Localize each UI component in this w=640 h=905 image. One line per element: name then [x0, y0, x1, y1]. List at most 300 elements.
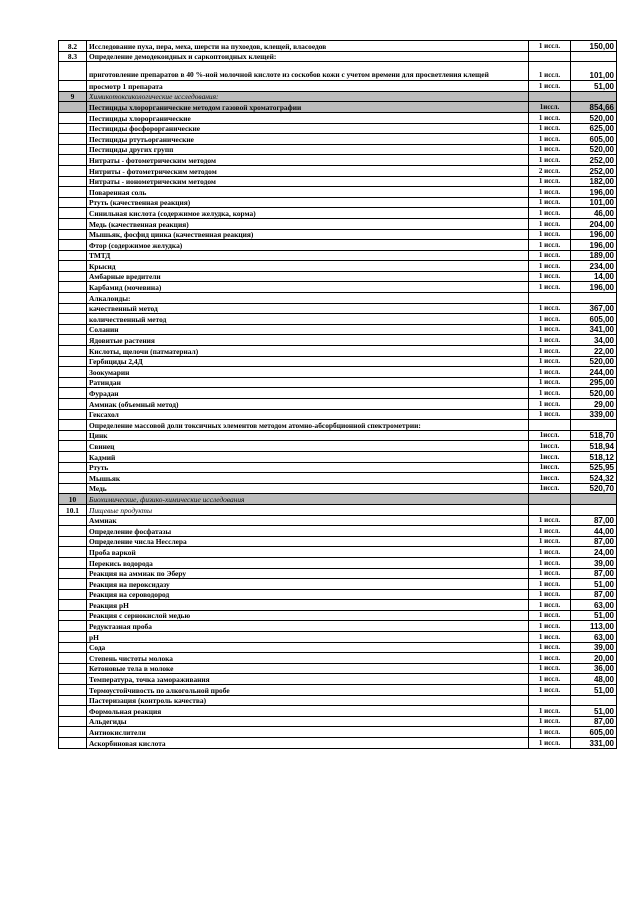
price-cell: 854,66 — [571, 102, 617, 113]
item-number-cell — [59, 473, 87, 484]
table-row — [59, 112, 617, 123]
item-number-cell — [59, 547, 87, 558]
item-number-cell — [59, 377, 87, 388]
item-name-cell: Нитриты - фотометрическим методом — [87, 165, 529, 176]
price-cell — [571, 420, 617, 431]
table-row — [59, 155, 617, 166]
item-number-cell — [59, 515, 87, 526]
table-row — [59, 632, 617, 643]
item-number-cell — [59, 176, 87, 187]
item-number-cell — [59, 81, 87, 92]
unit-cell: 1 иссл. — [529, 515, 571, 526]
unit-cell: 1 иссл. — [529, 653, 571, 664]
item-name-cell: Антиокислители — [87, 727, 529, 738]
item-name-cell: приготовление препаратов в 40 %-ной молочной кислоте из соскобов кожи с учетом времени для просветления клещей — [87, 62, 529, 81]
table-row — [59, 62, 617, 81]
unit-cell: 1 иссл. — [529, 621, 571, 632]
item-number-cell — [59, 324, 87, 335]
item-number-cell — [59, 303, 87, 314]
item-name-cell: Пестициды хлорорганические — [87, 112, 529, 123]
price-cell: 331,00 — [571, 738, 617, 749]
unit-cell: 1иссл. — [529, 451, 571, 462]
item-name-cell: рН — [87, 632, 529, 643]
price-cell: 39,00 — [571, 557, 617, 568]
unit-cell: 1 иссл. — [529, 176, 571, 187]
unit-cell: 1 иссл. — [529, 674, 571, 685]
item-number-cell — [59, 112, 87, 123]
price-cell: 34,00 — [571, 335, 617, 346]
item-number-cell — [59, 462, 87, 473]
item-number-cell: 8.3 — [59, 51, 87, 62]
unit-cell: 1 иссл. — [529, 632, 571, 643]
unit-cell: 1 иссл. — [529, 324, 571, 335]
price-cell: 244,00 — [571, 367, 617, 378]
item-number-cell — [59, 706, 87, 717]
item-number-cell — [59, 335, 87, 346]
table-row — [59, 738, 617, 749]
unit-cell: 1 иссл. — [529, 41, 571, 52]
unit-cell: 1 иссл. — [529, 229, 571, 240]
unit-cell: 1 иссл. — [529, 706, 571, 717]
table-row — [59, 91, 617, 102]
item-number-cell — [59, 229, 87, 240]
price-cell: 518,70 — [571, 430, 617, 441]
table-row — [59, 303, 617, 314]
price-cell — [571, 91, 617, 102]
table-row — [59, 165, 617, 176]
unit-cell: 1 иссл. — [529, 642, 571, 653]
unit-cell: 1 иссл. — [529, 303, 571, 314]
table-row — [59, 473, 617, 484]
table-row — [59, 51, 617, 62]
item-number-cell: 10.1 — [59, 504, 87, 515]
table-row — [59, 324, 617, 335]
item-number-cell — [59, 240, 87, 251]
price-cell: 518,12 — [571, 451, 617, 462]
unit-cell — [529, 504, 571, 515]
table-row — [59, 685, 617, 696]
table-row — [59, 526, 617, 537]
item-name-cell: Крысид — [87, 261, 529, 272]
price-cell: 51,00 — [571, 685, 617, 696]
price-cell: 87,00 — [571, 589, 617, 600]
unit-cell — [529, 420, 571, 431]
item-name-cell: Свинец — [87, 441, 529, 452]
price-cell: 520,00 — [571, 112, 617, 123]
item-number-cell — [59, 441, 87, 452]
table-row — [59, 642, 617, 653]
unit-cell: 1 иссл. — [529, 335, 571, 346]
item-name-cell: Температура, точка замораживания — [87, 674, 529, 685]
table-row — [59, 568, 617, 579]
item-name-cell: Нитраты - ионометрическим методом — [87, 176, 529, 187]
unit-cell: 1 иссл. — [529, 663, 571, 674]
price-cell: 48,00 — [571, 674, 617, 685]
price-cell — [571, 51, 617, 62]
price-cell: 20,00 — [571, 653, 617, 664]
item-name-cell: Определение массовой доли токсичных элементов методом атомно-абсорбционной спектрометрии: — [87, 420, 529, 431]
unit-cell: 1иссл. — [529, 441, 571, 452]
item-number-cell — [59, 134, 87, 145]
table-row — [59, 293, 617, 304]
unit-cell: 1 иссл. — [529, 134, 571, 145]
item-number-cell — [59, 218, 87, 229]
item-number-cell: 9 — [59, 91, 87, 102]
item-name-cell: Реакция на пероксидазу — [87, 579, 529, 590]
unit-cell: 1 иссл. — [529, 155, 571, 166]
item-number-cell — [59, 208, 87, 219]
unit-cell: 1 иссл. — [529, 218, 571, 229]
item-number-cell — [59, 579, 87, 590]
table-row — [59, 176, 617, 187]
item-name-cell: Реакция с сернокислой медью — [87, 610, 529, 621]
item-number-cell — [59, 261, 87, 272]
item-number-cell: 10 — [59, 494, 87, 505]
item-name-cell: Формольная реакция — [87, 706, 529, 717]
unit-cell: 1 иссл. — [529, 409, 571, 420]
item-name-cell: Медь — [87, 483, 529, 494]
item-number-cell — [59, 314, 87, 325]
unit-cell: 1иссл. — [529, 473, 571, 484]
price-cell: 51,00 — [571, 610, 617, 621]
table-row — [59, 462, 617, 473]
price-cell: 196,00 — [571, 240, 617, 251]
price-cell: 524,32 — [571, 473, 617, 484]
price-cell: 520,00 — [571, 356, 617, 367]
item-name-cell: Аммиак — [87, 515, 529, 526]
table-row — [59, 420, 617, 431]
item-name-cell: Медь (качественная реакция) — [87, 218, 529, 229]
table-row — [59, 377, 617, 388]
item-name-cell: Цинк — [87, 430, 529, 441]
item-name-cell: Сода — [87, 642, 529, 653]
price-cell: 87,00 — [571, 536, 617, 547]
item-name-cell: Фурадан — [87, 388, 529, 399]
item-number-cell — [59, 367, 87, 378]
price-cell: 14,00 — [571, 271, 617, 282]
unit-cell: 1иссл. — [529, 483, 571, 494]
item-number-cell — [59, 62, 87, 81]
table-row — [59, 187, 617, 198]
item-name-cell: Альдегиды — [87, 716, 529, 727]
table-row — [59, 557, 617, 568]
table-row — [59, 589, 617, 600]
table-row — [59, 653, 617, 664]
item-number-cell — [59, 356, 87, 367]
item-name-cell: Исследование пуха, пера, меха, шерсти на пухоедов, клещей, власоедов — [87, 41, 529, 52]
price-cell: 24,00 — [571, 547, 617, 558]
item-number-cell — [59, 621, 87, 632]
unit-cell: 1 иссл. — [529, 727, 571, 738]
item-name-cell: Карбамид (мочевина) — [87, 282, 529, 293]
table-row — [59, 356, 617, 367]
unit-cell: 1 иссл. — [529, 250, 571, 261]
item-name-cell: Аммиак (объемный метод) — [87, 399, 529, 410]
price-cell: 87,00 — [571, 568, 617, 579]
price-cell: 196,00 — [571, 229, 617, 240]
table-row — [59, 695, 617, 706]
price-cell: 605,00 — [571, 314, 617, 325]
item-number-cell — [59, 557, 87, 568]
item-number-cell — [59, 610, 87, 621]
unit-cell: 1иссл. — [529, 430, 571, 441]
unit-cell: 1иссл. — [529, 462, 571, 473]
price-cell: 182,00 — [571, 176, 617, 187]
price-cell: 29,00 — [571, 399, 617, 410]
unit-cell: 1 иссл. — [529, 144, 571, 155]
table-row — [59, 536, 617, 547]
table-row — [59, 441, 617, 452]
unit-cell: 1 иссл. — [529, 240, 571, 251]
item-number-cell — [59, 409, 87, 420]
item-name-cell: Аскорбиновая кислота — [87, 738, 529, 749]
item-name-cell: Поваренная соль — [87, 187, 529, 198]
unit-cell: 1 иссл. — [529, 81, 571, 92]
item-number-cell — [59, 685, 87, 696]
item-name-cell: Ртуть — [87, 462, 529, 473]
unit-cell — [529, 695, 571, 706]
item-name-cell: Реакция рН — [87, 600, 529, 611]
item-number-cell — [59, 388, 87, 399]
item-name-cell: Мышьяк, фосфид цинка (качественная реакция) — [87, 229, 529, 240]
item-number-cell: 8.2 — [59, 41, 87, 52]
item-number-cell — [59, 674, 87, 685]
price-cell: 189,00 — [571, 250, 617, 261]
price-cell: 204,00 — [571, 218, 617, 229]
price-cell: 339,00 — [571, 409, 617, 420]
unit-cell: 1 иссл. — [529, 187, 571, 198]
item-name-cell: Термоустойчивость по алкогольной пробе — [87, 685, 529, 696]
price-cell: 36,00 — [571, 663, 617, 674]
unit-cell: 1 иссл. — [529, 589, 571, 600]
price-cell: 44,00 — [571, 526, 617, 537]
item-name-cell: Определение фосфатазы — [87, 526, 529, 537]
table-row — [59, 208, 617, 219]
price-cell — [571, 293, 617, 304]
price-cell: 39,00 — [571, 642, 617, 653]
price-cell: 101,00 — [571, 62, 617, 81]
unit-cell: 1 иссл. — [529, 377, 571, 388]
table-row — [59, 663, 617, 674]
item-number-cell — [59, 642, 87, 653]
item-number-cell — [59, 282, 87, 293]
price-cell: 51,00 — [571, 706, 617, 717]
price-cell: 101,00 — [571, 197, 617, 208]
item-number-cell — [59, 165, 87, 176]
unit-cell: 1 иссл. — [529, 716, 571, 727]
price-cell: 520,00 — [571, 144, 617, 155]
unit-cell: 2 иссл. — [529, 165, 571, 176]
table-row — [59, 144, 617, 155]
item-name-cell: Гексахол — [87, 409, 529, 420]
table-row — [59, 706, 617, 717]
unit-cell: 1 иссл. — [529, 526, 571, 537]
unit-cell: 1 иссл. — [529, 399, 571, 410]
item-name-cell: количественный метод — [87, 314, 529, 325]
item-number-cell — [59, 155, 87, 166]
table-row — [59, 409, 617, 420]
table-row — [59, 727, 617, 738]
item-name-cell: Ртуть (качественная реакция) — [87, 197, 529, 208]
unit-cell: 1 иссл. — [529, 600, 571, 611]
price-cell: 525,95 — [571, 462, 617, 473]
table-row — [59, 197, 617, 208]
price-cell: 518,94 — [571, 441, 617, 452]
item-number-cell — [59, 144, 87, 155]
item-name-cell: Ядовитые растения — [87, 335, 529, 346]
price-cell: 252,00 — [571, 155, 617, 166]
unit-cell: 1 иссл. — [529, 208, 571, 219]
price-cell: 51,00 — [571, 81, 617, 92]
unit-cell: 1 иссл. — [529, 112, 571, 123]
unit-cell: 1 иссл. — [529, 123, 571, 134]
item-name-cell: качественный метод — [87, 303, 529, 314]
item-name-cell: Соланин — [87, 324, 529, 335]
item-name-cell: Пастеризация (контроль качества) — [87, 695, 529, 706]
item-name-cell: Гербициды 2,4Д — [87, 356, 529, 367]
item-name-cell: Кадмий — [87, 451, 529, 462]
table-row — [59, 504, 617, 515]
item-number-cell — [59, 738, 87, 749]
price-cell: 113,00 — [571, 621, 617, 632]
item-name-cell: Определение числа Несслера — [87, 536, 529, 547]
item-number-cell — [59, 293, 87, 304]
table-row — [59, 547, 617, 558]
table-row — [59, 314, 617, 325]
table-row — [59, 388, 617, 399]
item-number-cell — [59, 589, 87, 600]
item-number-cell — [59, 568, 87, 579]
item-number-cell — [59, 346, 87, 357]
item-number-cell — [59, 526, 87, 537]
item-name-cell: Кетоновые тела в молоке — [87, 663, 529, 674]
unit-cell: 1 иссл. — [529, 388, 571, 399]
item-number-cell — [59, 483, 87, 494]
item-number-cell — [59, 451, 87, 462]
unit-cell: 1 иссл. — [529, 738, 571, 749]
item-number-cell — [59, 399, 87, 410]
unit-cell: 1 иссл. — [529, 271, 571, 282]
table-row — [59, 716, 617, 727]
unit-cell: 1иссл. — [529, 102, 571, 113]
table-row — [59, 674, 617, 685]
item-number-cell — [59, 695, 87, 706]
table-row — [59, 430, 617, 441]
unit-cell: 1 иссл. — [529, 367, 571, 378]
table-row — [59, 218, 617, 229]
item-name-cell: Биохимические, физико-химические исследования — [87, 494, 529, 505]
unit-cell: 1 иссл. — [529, 314, 571, 325]
item-name-cell: Амбарные вредители — [87, 271, 529, 282]
table-row — [59, 250, 617, 261]
table-row — [59, 134, 617, 145]
price-cell — [571, 695, 617, 706]
item-name-cell: Пестициды фосфорорганические — [87, 123, 529, 134]
unit-cell: 1 иссл. — [529, 579, 571, 590]
item-name-cell: Синильная кислота (содержимое желудка, корма) — [87, 208, 529, 219]
item-name-cell: Перекись водорода — [87, 557, 529, 568]
item-name-cell: Пестициды других групп — [87, 144, 529, 155]
item-name-cell: Пищевые продукты — [87, 504, 529, 515]
price-cell: 341,00 — [571, 324, 617, 335]
table-row — [59, 271, 617, 282]
price-cell: 520,00 — [571, 388, 617, 399]
unit-cell — [529, 51, 571, 62]
price-cell: 46,00 — [571, 208, 617, 219]
unit-cell: 1 иссл. — [529, 62, 571, 81]
item-name-cell: ТМТД — [87, 250, 529, 261]
item-number-cell — [59, 727, 87, 738]
item-name-cell: Реакция на аммиак по Эберу — [87, 568, 529, 579]
unit-cell: 1 иссл. — [529, 610, 571, 621]
item-name-cell: Мышьяк — [87, 473, 529, 484]
table-row — [59, 621, 617, 632]
item-name-cell: Химикотоксикологические исследования: — [87, 91, 529, 102]
item-name-cell: Алкалоиды: — [87, 293, 529, 304]
item-number-cell — [59, 250, 87, 261]
unit-cell: 1 иссл. — [529, 356, 571, 367]
table-row — [59, 335, 617, 346]
item-name-cell: Зоокумарин — [87, 367, 529, 378]
price-cell: 252,00 — [571, 165, 617, 176]
item-name-cell: Кислоты, щелочи (патматериал) — [87, 346, 529, 357]
table-row — [59, 451, 617, 462]
table-row — [59, 399, 617, 410]
table-row — [59, 483, 617, 494]
item-number-cell — [59, 600, 87, 611]
table-row — [59, 261, 617, 272]
price-cell: 63,00 — [571, 632, 617, 643]
price-cell: 22,00 — [571, 346, 617, 357]
table-row — [59, 610, 617, 621]
table-row — [59, 41, 617, 52]
price-cell: 605,00 — [571, 134, 617, 145]
unit-cell: 1 иссл. — [529, 282, 571, 293]
table-row — [59, 282, 617, 293]
item-name-cell: Фтор (содержимое желудка) — [87, 240, 529, 251]
unit-cell: 1 иссл. — [529, 547, 571, 558]
item-name-cell: Пестициды хлорорганические методом газовой хроматографии — [87, 102, 529, 113]
price-cell: 196,00 — [571, 282, 617, 293]
unit-cell: 1 иссл. — [529, 536, 571, 547]
price-cell: 625,00 — [571, 123, 617, 134]
table-row — [59, 600, 617, 611]
item-name-cell: Редуктазная проба — [87, 621, 529, 632]
item-name-cell: Проба варкой — [87, 547, 529, 558]
item-number-cell — [59, 123, 87, 134]
price-cell: 605,00 — [571, 727, 617, 738]
price-cell: 196,00 — [571, 187, 617, 198]
price-cell — [571, 504, 617, 515]
table-row — [59, 346, 617, 357]
table-row — [59, 102, 617, 113]
price-table-body — [59, 41, 617, 749]
unit-cell — [529, 91, 571, 102]
price-cell: 87,00 — [571, 515, 617, 526]
item-number-cell — [59, 716, 87, 727]
unit-cell: 1 иссл. — [529, 557, 571, 568]
item-name-cell: Реакция на сероводород — [87, 589, 529, 600]
table-row — [59, 367, 617, 378]
price-cell — [571, 494, 617, 505]
unit-cell: 1 иссл. — [529, 197, 571, 208]
price-cell: 51,00 — [571, 579, 617, 590]
item-number-cell — [59, 653, 87, 664]
item-name-cell: Определение демодекоидных и саркоптоидных клещей: — [87, 51, 529, 62]
unit-cell: 1 иссл. — [529, 346, 571, 357]
item-number-cell — [59, 420, 87, 431]
item-number-cell — [59, 187, 87, 198]
